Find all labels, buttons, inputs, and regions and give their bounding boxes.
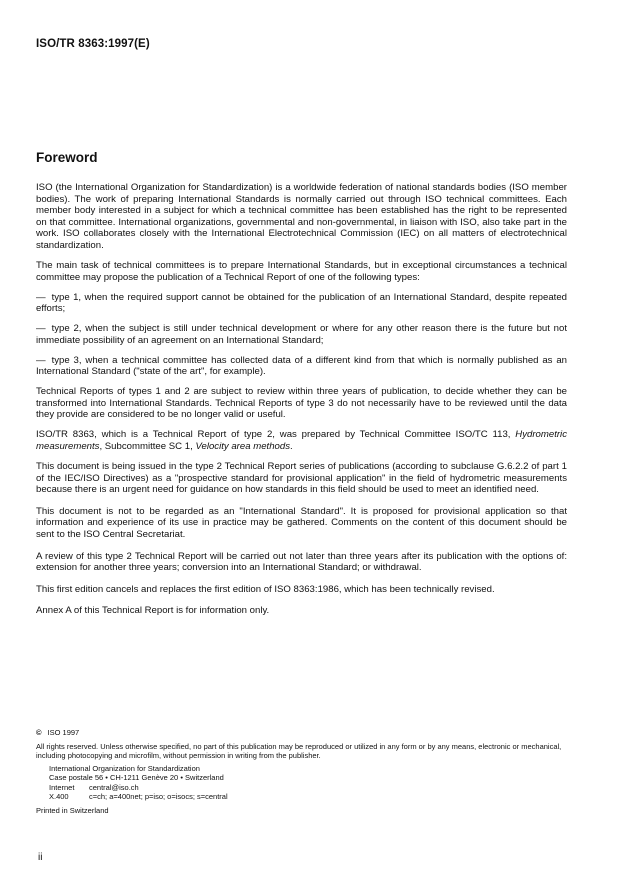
internet-row bbox=[49, 783, 586, 793]
prepared-by-text: ISO/TR 8363, which is a Technical Report of type 2, was prepared by Technical Committee ISO/TC 113, bbox=[36, 429, 516, 441]
section-title: Foreword bbox=[36, 150, 98, 165]
page-number: ii bbox=[38, 852, 43, 863]
type-2-text: type 2, when the subject is still under technical development or where for any other reason there is the future but not immediate possibility of an agreement on an International Standard; bbox=[36, 323, 567, 346]
copyright-year: ISO 1997 bbox=[47, 728, 80, 737]
committee-title: Hydrometric measurements bbox=[36, 429, 567, 453]
subcommittee-title: Velocity area methods bbox=[195, 441, 291, 453]
publisher-address bbox=[49, 764, 586, 802]
internet-value: central@iso.ch bbox=[89, 782, 139, 792]
paragraph-review: Technical Reports of types 1 and 2 are subject to review within three years of publication, to decide whether they can be transformed into International Standards. Technical Reports of type 3 do not necessarily have to be reviewed until the data they provide are considered to be no longer valid or useful. bbox=[36, 386, 567, 421]
copyright-block bbox=[36, 728, 586, 815]
foreword-body bbox=[36, 182, 567, 625]
type-1-text: type 1, when the required support cannot be obtained for the publication of an International Standard, despite repeated efforts; bbox=[36, 291, 567, 315]
x400-row bbox=[49, 792, 586, 802]
type-3-text: type 3, when a technical committee has collected data of a different kind from that which is normally published as an International Standard ("state of the art", for example). bbox=[36, 354, 567, 378]
list-item-type-2 bbox=[36, 323, 567, 346]
rights-reserved: All rights reserved. Unless otherwise specified, no part of this publication may be reproduced or utilized in any form or by any means, electronic or mechanical, including photocopying and microfilm, without permission in writing from the publisher. bbox=[36, 741, 562, 760]
paragraph-prepared-by bbox=[36, 429, 567, 452]
dash-bullet: — bbox=[36, 291, 46, 303]
period: . bbox=[290, 441, 293, 453]
x400-value: c=ch; a=400net; p=iso; o=isocs; s=central bbox=[89, 792, 228, 801]
paragraph-not-standard: This document is not to be regarded as an "International Standard". It is proposed for provisional application so that information and experience of its use in practice may be gathered. Comments on the content of this document should be sent to the ISO Central Secretariat. bbox=[36, 505, 567, 540]
subcommittee-text: , Subcommittee SC 1, bbox=[99, 441, 196, 453]
list-item-type-1 bbox=[36, 292, 567, 315]
x400-label: X.400 bbox=[49, 792, 69, 801]
paragraph-iso-intro: ISO (the International Organization for Standardization) is a worldwide federation of national standards bodies (ISO member bodies). The work of preparing International Standards is normally carried out through ISO technical committees. Each member body interested in a subject for which a technical committee has been established has the right to be represented on that committee. International organizations, governmental and non-governmental, in liaison with ISO, also take part in the work. ISO collaborates closely with the International Electrotechnical Commission (IEC) on all matters of electrotechnical standardization. bbox=[36, 182, 567, 251]
copyright-line bbox=[36, 728, 586, 738]
list-item-type-3 bbox=[36, 355, 567, 378]
organization-name: International Organization for Standardization bbox=[49, 763, 200, 773]
dash-bullet: — bbox=[36, 354, 46, 366]
internet-label: Internet bbox=[49, 782, 75, 792]
paragraph-main-task: The main task of technical committees is to prepare International Standards, but in exceptional circumstances a technical committee may propose the publication of a Technical Report of one of the following types: bbox=[36, 259, 567, 283]
postal-address: Case postale 56 • CH-1211 Genève 20 • Switzerland bbox=[49, 773, 224, 782]
paragraph-annex: Annex A of this Technical Report is for information only. bbox=[36, 605, 270, 617]
copyright-symbol: © bbox=[36, 728, 42, 737]
document-id-header: ISO/TR 8363:1997(E) bbox=[36, 38, 150, 50]
paragraph-review-period: A review of this type 2 Technical Report will be carried out not later than three years after its publication with the options of: extension for another three years; conversion into an International Standard; or withdrawal. bbox=[36, 550, 567, 574]
paragraph-issued: This document is being issued in the type 2 Technical Report series of publications (according to subclause G.6.2.2 of part 1 of the IEC/ISO Directives) as a "prospective standard for provisional application" in the field of hydrometric measurements because there is an urgent need for guidance on how standards in this field should be used to meet an identified need. bbox=[36, 461, 567, 496]
dash-bullet: — bbox=[36, 323, 46, 335]
printed-in: Printed in Switzerland bbox=[36, 805, 109, 815]
paragraph-edition: This first edition cancels and replaces the first edition of ISO 8363:1986, which has been technically revised. bbox=[36, 583, 495, 595]
